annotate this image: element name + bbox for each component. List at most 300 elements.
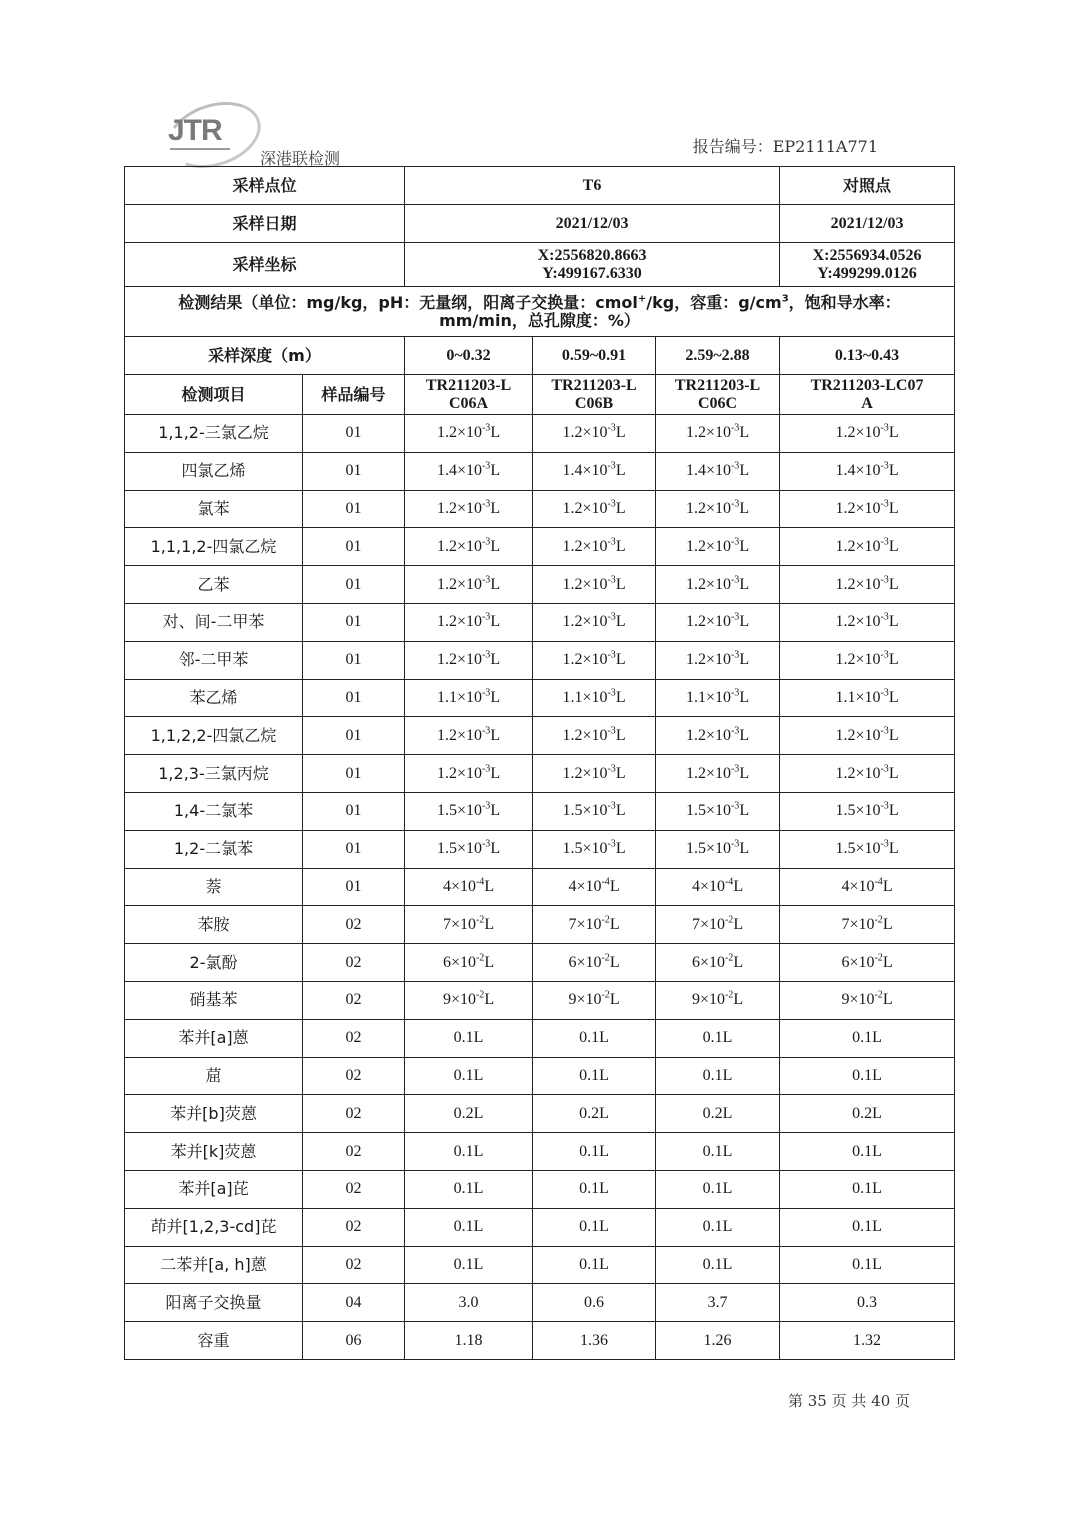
value-flag: L — [490, 537, 501, 555]
row-sample-point — [125, 167, 955, 205]
value-mantissa: 1.2×10 — [562, 651, 608, 669]
logo-text: JTR — [168, 114, 222, 147]
value-mantissa: 9×10 — [442, 991, 476, 1009]
value-mantissa: 1.2×10 — [685, 537, 731, 555]
value-mantissa: 4×10 — [691, 877, 725, 895]
result-value — [780, 528, 955, 566]
value-flag: L — [888, 462, 899, 480]
result-value — [780, 755, 955, 793]
units-note — [125, 287, 955, 337]
result-value — [780, 944, 955, 982]
result-value — [405, 717, 533, 755]
value-exponent: -3 — [730, 725, 740, 737]
value-mantissa: 1.4×10 — [835, 462, 881, 480]
item-name: 1,1,2,2-四氯乙烷 — [125, 717, 303, 755]
table-row — [125, 981, 955, 1019]
value-exponent: -3 — [880, 838, 889, 850]
value-exponent: -3 — [880, 649, 889, 661]
result-value — [405, 792, 533, 830]
value-mantissa: 1.2×10 — [835, 613, 881, 631]
value-exponent: -3 — [607, 423, 616, 435]
value-flag: L — [733, 915, 744, 933]
value-exponent: -3 — [880, 801, 889, 813]
result-value: 0.1L — [533, 1246, 656, 1284]
units-text-b: /kg，容重：g/cm — [646, 292, 782, 312]
item-name: 容重 — [125, 1322, 303, 1360]
value-mantissa: 1.2×10 — [685, 651, 731, 669]
sample-code: 01 — [303, 792, 405, 830]
value-exponent: -2 — [874, 990, 883, 1002]
result-value — [533, 717, 656, 755]
value-flag: L — [609, 991, 620, 1009]
value-exponent: -3 — [481, 801, 491, 813]
sample-code: 02 — [303, 944, 405, 982]
sample-code: 01 — [303, 641, 405, 679]
result-value: 0.1L — [533, 1019, 656, 1057]
result-value: 0.1L — [656, 1208, 780, 1246]
value-mantissa: 1.2×10 — [436, 764, 482, 782]
depth-value: 0.13~0.43 — [780, 337, 955, 375]
value-exponent: -3 — [481, 838, 491, 850]
table-row — [125, 830, 955, 868]
value-exponent: -3 — [730, 498, 740, 510]
sample-id-line: TR211203-L — [674, 376, 761, 394]
result-value — [405, 566, 533, 604]
item-name: 四氯乙烯 — [125, 452, 303, 490]
value-flag: L — [882, 953, 893, 971]
value-mantissa: 1.2×10 — [562, 537, 608, 555]
result-value — [656, 452, 780, 490]
sample-code: 02 — [303, 1246, 405, 1284]
value-exponent: -3 — [730, 612, 740, 624]
result-value: 0.1L — [656, 1057, 780, 1095]
result-value: 0.1L — [405, 1208, 533, 1246]
value-mantissa: 7×10 — [442, 915, 476, 933]
coord-main-y: Y:499167.6330 — [542, 264, 642, 282]
value-flag: L — [739, 802, 750, 820]
value-exponent: -3 — [880, 763, 889, 775]
value-flag: L — [484, 915, 495, 933]
sample-coord-main — [405, 243, 780, 287]
item-name: 邻-二甲苯 — [125, 641, 303, 679]
result-value — [405, 528, 533, 566]
result-value — [533, 792, 656, 830]
value-flag: L — [615, 651, 626, 669]
value-flag: L — [739, 613, 750, 631]
sample-date-ref: 2021/12/03 — [780, 205, 955, 243]
value-exponent: -2 — [601, 914, 610, 926]
result-value — [656, 415, 780, 453]
table-row — [125, 1133, 955, 1171]
result-value — [533, 868, 656, 906]
sample-no-column-header: 样品编号 — [303, 375, 405, 415]
sample-code: 01 — [303, 679, 405, 717]
result-value — [780, 792, 955, 830]
value-mantissa: 9×10 — [568, 991, 602, 1009]
value-mantissa: 1.5×10 — [562, 802, 608, 820]
value-flag: L — [490, 726, 501, 744]
value-flag: L — [888, 840, 899, 858]
sample-code: 01 — [303, 755, 405, 793]
depth-value: 0.59~0.91 — [533, 337, 656, 375]
value-flag: L — [739, 424, 750, 442]
result-value — [405, 981, 533, 1019]
sample-code: 02 — [303, 906, 405, 944]
value-flag: L — [888, 688, 899, 706]
value-flag: L — [490, 688, 501, 706]
sample-date-main: 2021/12/03 — [405, 205, 780, 243]
value-flag: L — [615, 802, 626, 820]
table-row — [125, 528, 955, 566]
result-value: 1.32 — [780, 1322, 955, 1360]
value-mantissa: 1.5×10 — [436, 840, 482, 858]
value-flag: L — [882, 915, 893, 933]
value-exponent: -3 — [481, 536, 491, 548]
sample-code: 01 — [303, 717, 405, 755]
value-mantissa: 1.5×10 — [835, 802, 881, 820]
value-mantissa: 1.2×10 — [562, 575, 608, 593]
value-mantissa: 1.2×10 — [685, 575, 731, 593]
value-exponent: -4 — [724, 876, 734, 888]
result-value — [780, 490, 955, 528]
value-exponent: -3 — [481, 574, 491, 586]
value-mantissa: 9×10 — [691, 991, 725, 1009]
result-value: 0.1L — [780, 1057, 955, 1095]
result-value: 0.1L — [780, 1246, 955, 1284]
value-exponent: -3 — [730, 763, 740, 775]
sample-point-main: T6 — [405, 167, 780, 205]
value-mantissa: 6×10 — [568, 953, 602, 971]
value-exponent: -2 — [724, 914, 734, 926]
value-exponent: -3 — [730, 687, 740, 699]
result-value — [533, 755, 656, 793]
table-row — [125, 1019, 955, 1057]
result-value — [780, 641, 955, 679]
value-exponent: -3 — [607, 536, 616, 548]
item-name: 苯并[a]蒽 — [125, 1019, 303, 1057]
value-flag: L — [888, 499, 899, 517]
value-flag: L — [888, 651, 899, 669]
item-name: 苯并[k]荧蒽 — [125, 1133, 303, 1171]
value-exponent: -3 — [730, 574, 740, 586]
sample-code: 02 — [303, 1019, 405, 1057]
value-exponent: -3 — [607, 725, 616, 737]
value-flag: L — [615, 575, 626, 593]
coord-main-x: X:2556820.8663 — [537, 246, 647, 264]
table-row — [125, 452, 955, 490]
value-mantissa: 1.2×10 — [436, 651, 482, 669]
value-exponent: -3 — [880, 687, 889, 699]
value-mantissa: 6×10 — [691, 953, 725, 971]
result-value — [405, 679, 533, 717]
value-exponent: -3 — [607, 687, 616, 699]
value-mantissa: 1.4×10 — [562, 462, 608, 480]
units-sup-plus: + — [637, 293, 647, 305]
result-value — [405, 452, 533, 490]
value-mantissa: 1.2×10 — [562, 613, 608, 631]
sample-code: 02 — [303, 981, 405, 1019]
value-flag: L — [490, 764, 501, 782]
result-value: 3.0 — [405, 1284, 533, 1322]
result-value — [533, 830, 656, 868]
table-row — [125, 679, 955, 717]
sample-coord-label: 采样坐标 — [125, 243, 405, 287]
result-value: 1.18 — [405, 1322, 533, 1360]
result-value: 0.1L — [405, 1057, 533, 1095]
value-flag: L — [739, 575, 750, 593]
result-value — [780, 415, 955, 453]
sample-id-header — [780, 375, 955, 415]
value-flag: L — [888, 726, 899, 744]
value-flag: L — [490, 424, 501, 442]
value-mantissa: 1.2×10 — [835, 726, 881, 744]
value-mantissa: 1.1×10 — [436, 688, 482, 706]
row-depth — [125, 337, 955, 375]
item-name: 氯苯 — [125, 490, 303, 528]
table-row — [125, 490, 955, 528]
value-mantissa: 1.2×10 — [835, 764, 881, 782]
result-value — [533, 490, 656, 528]
value-mantissa: 1.2×10 — [685, 499, 731, 517]
table-row — [125, 1170, 955, 1208]
sample-id-line: C06B — [574, 394, 614, 412]
table-row — [125, 755, 955, 793]
result-value: 0.1L — [656, 1170, 780, 1208]
value-mantissa: 1.5×10 — [562, 840, 608, 858]
value-mantissa: 1.2×10 — [835, 424, 881, 442]
sample-code: 02 — [303, 1208, 405, 1246]
item-name: 2-氯酚 — [125, 944, 303, 982]
value-exponent: -2 — [475, 952, 485, 964]
sample-point-label: 采样点位 — [125, 167, 405, 205]
result-value: 0.1L — [405, 1246, 533, 1284]
value-mantissa: 1.2×10 — [835, 575, 881, 593]
value-flag: L — [888, 537, 899, 555]
value-mantissa: 7×10 — [841, 915, 875, 933]
value-mantissa: 1.2×10 — [685, 726, 731, 744]
value-mantissa: 1.2×10 — [685, 764, 731, 782]
value-exponent: -3 — [607, 574, 616, 586]
result-value — [780, 981, 955, 1019]
item-column-header: 检测项目 — [125, 375, 303, 415]
value-exponent: -3 — [607, 649, 616, 661]
item-name: 苯胺 — [125, 906, 303, 944]
result-value — [533, 566, 656, 604]
sample-code: 01 — [303, 566, 405, 604]
item-name: 萘 — [125, 868, 303, 906]
table-row — [125, 1208, 955, 1246]
table-row — [125, 1284, 955, 1322]
value-exponent: -2 — [874, 914, 883, 926]
value-exponent: -3 — [880, 423, 889, 435]
item-name: 䓛 — [125, 1057, 303, 1095]
value-flag: L — [615, 840, 626, 858]
result-value: 0.1L — [533, 1133, 656, 1171]
value-exponent: -3 — [607, 612, 616, 624]
result-value — [405, 603, 533, 641]
value-mantissa: 1.5×10 — [835, 840, 881, 858]
company-logo — [160, 100, 260, 162]
value-mantissa: 9×10 — [841, 991, 875, 1009]
result-value: 0.1L — [780, 1133, 955, 1171]
value-mantissa: 1.2×10 — [685, 424, 731, 442]
result-value — [780, 452, 955, 490]
value-flag: L — [615, 462, 626, 480]
result-value: 0.1L — [780, 1208, 955, 1246]
value-flag: L — [888, 802, 899, 820]
value-mantissa: 6×10 — [841, 953, 875, 971]
value-exponent: -4 — [475, 876, 485, 888]
table-row — [125, 415, 955, 453]
sample-id-header — [533, 375, 656, 415]
value-mantissa: 7×10 — [691, 915, 725, 933]
sample-code: 01 — [303, 603, 405, 641]
value-mantissa: 1.2×10 — [562, 726, 608, 744]
value-flag: L — [490, 802, 501, 820]
result-value — [780, 679, 955, 717]
value-flag: L — [888, 575, 899, 593]
result-value: 0.2L — [780, 1095, 955, 1133]
value-mantissa: 1.2×10 — [562, 764, 608, 782]
sample-code: 06 — [303, 1322, 405, 1360]
result-value — [533, 415, 656, 453]
value-flag: L — [739, 840, 750, 858]
sample-id-line: TR211203-LC07 — [810, 376, 924, 394]
result-value: 0.2L — [405, 1095, 533, 1133]
table-row — [125, 1057, 955, 1095]
value-mantissa: 1.1×10 — [835, 688, 881, 706]
sample-point-ref: 对照点 — [780, 167, 955, 205]
value-mantissa: 1.4×10 — [685, 462, 731, 480]
value-flag: L — [739, 462, 750, 480]
result-value — [656, 490, 780, 528]
value-exponent: -3 — [481, 763, 491, 775]
value-flag: L — [490, 613, 501, 631]
value-exponent: -3 — [730, 801, 740, 813]
result-value — [533, 906, 656, 944]
value-mantissa: 1.2×10 — [835, 537, 881, 555]
sample-id-line: C06C — [697, 394, 738, 412]
result-value — [533, 944, 656, 982]
item-name: 苯并[b]荧蒽 — [125, 1095, 303, 1133]
table-row — [125, 944, 955, 982]
value-mantissa: 1.1×10 — [562, 688, 608, 706]
table-row — [125, 717, 955, 755]
value-flag: L — [490, 499, 501, 517]
result-value: 0.1L — [780, 1170, 955, 1208]
units-text-c: ，饱和导水率： — [788, 292, 901, 312]
item-name: 二苯并[a, h]蒽 — [125, 1246, 303, 1284]
result-value — [656, 906, 780, 944]
item-name: 1,1,2-三氯乙烷 — [125, 415, 303, 453]
result-value — [656, 868, 780, 906]
value-flag: L — [609, 953, 620, 971]
result-value — [656, 830, 780, 868]
value-flag: L — [739, 688, 750, 706]
value-exponent: -3 — [730, 460, 740, 472]
result-value: 0.1L — [656, 1133, 780, 1171]
result-value: 0.1L — [780, 1019, 955, 1057]
value-exponent: -2 — [724, 952, 734, 964]
sample-code: 01 — [303, 868, 405, 906]
value-exponent: -3 — [607, 801, 616, 813]
table-row — [125, 1095, 955, 1133]
value-exponent: -3 — [730, 838, 740, 850]
value-exponent: -3 — [607, 460, 616, 472]
value-flag: L — [490, 575, 501, 593]
value-exponent: -3 — [880, 612, 889, 624]
value-flag: L — [733, 953, 744, 971]
result-value: 0.2L — [656, 1095, 780, 1133]
value-flag: L — [733, 877, 744, 895]
result-value: 0.2L — [533, 1095, 656, 1133]
result-value: 0.1L — [405, 1133, 533, 1171]
logo-underline — [170, 148, 230, 150]
value-mantissa: 6×10 — [442, 953, 476, 971]
item-name: 1,2,3-三氯丙烷 — [125, 755, 303, 793]
value-mantissa: 1.2×10 — [835, 651, 881, 669]
result-value — [656, 641, 780, 679]
sample-code: 02 — [303, 1057, 405, 1095]
value-flag: L — [888, 613, 899, 631]
value-exponent: -2 — [601, 952, 610, 964]
result-value: 3.7 — [656, 1284, 780, 1322]
sample-code: 04 — [303, 1284, 405, 1322]
coord-ref-y: Y:499299.0126 — [817, 264, 917, 282]
value-exponent: -2 — [475, 990, 485, 1002]
sample-id-line: TR211203-L — [425, 376, 512, 394]
units-note-line2: mm/min，总孔隙度：%） — [439, 310, 640, 330]
value-exponent: -4 — [601, 876, 610, 888]
sample-code: 01 — [303, 528, 405, 566]
value-mantissa: 1.5×10 — [685, 802, 731, 820]
value-flag: L — [615, 537, 626, 555]
value-mantissa: 1.5×10 — [436, 802, 482, 820]
value-exponent: -3 — [607, 763, 616, 775]
result-value: 0.1L — [405, 1170, 533, 1208]
result-value — [405, 755, 533, 793]
item-name: 硝基苯 — [125, 981, 303, 1019]
result-value: 1.26 — [656, 1322, 780, 1360]
value-flag: L — [615, 688, 626, 706]
result-value: 0.1L — [656, 1246, 780, 1284]
units-sup-3: 3 — [781, 293, 789, 305]
value-exponent: -3 — [481, 423, 491, 435]
value-flag: L — [739, 764, 750, 782]
value-flag: L — [739, 499, 750, 517]
result-value: 0.1L — [533, 1208, 656, 1246]
result-value — [533, 452, 656, 490]
page-header — [160, 100, 920, 170]
value-exponent: -3 — [481, 460, 491, 472]
value-flag: L — [615, 613, 626, 631]
value-exponent: -3 — [481, 612, 491, 624]
value-flag: L — [882, 877, 893, 895]
item-name: 1,1,1,2-四氯乙烷 — [125, 528, 303, 566]
value-mantissa: 7×10 — [568, 915, 602, 933]
table-row — [125, 906, 955, 944]
result-value — [533, 603, 656, 641]
item-name: 对、间-二甲苯 — [125, 603, 303, 641]
value-exponent: -3 — [880, 574, 889, 586]
value-exponent: -3 — [730, 649, 740, 661]
value-mantissa: 1.2×10 — [562, 499, 608, 517]
report-number: 报告编号：EP2111A771 — [692, 137, 878, 156]
value-mantissa: 4×10 — [841, 877, 875, 895]
sample-id-header — [656, 375, 780, 415]
result-value — [405, 641, 533, 679]
coord-ref-x: X:2556934.0526 — [812, 246, 922, 264]
